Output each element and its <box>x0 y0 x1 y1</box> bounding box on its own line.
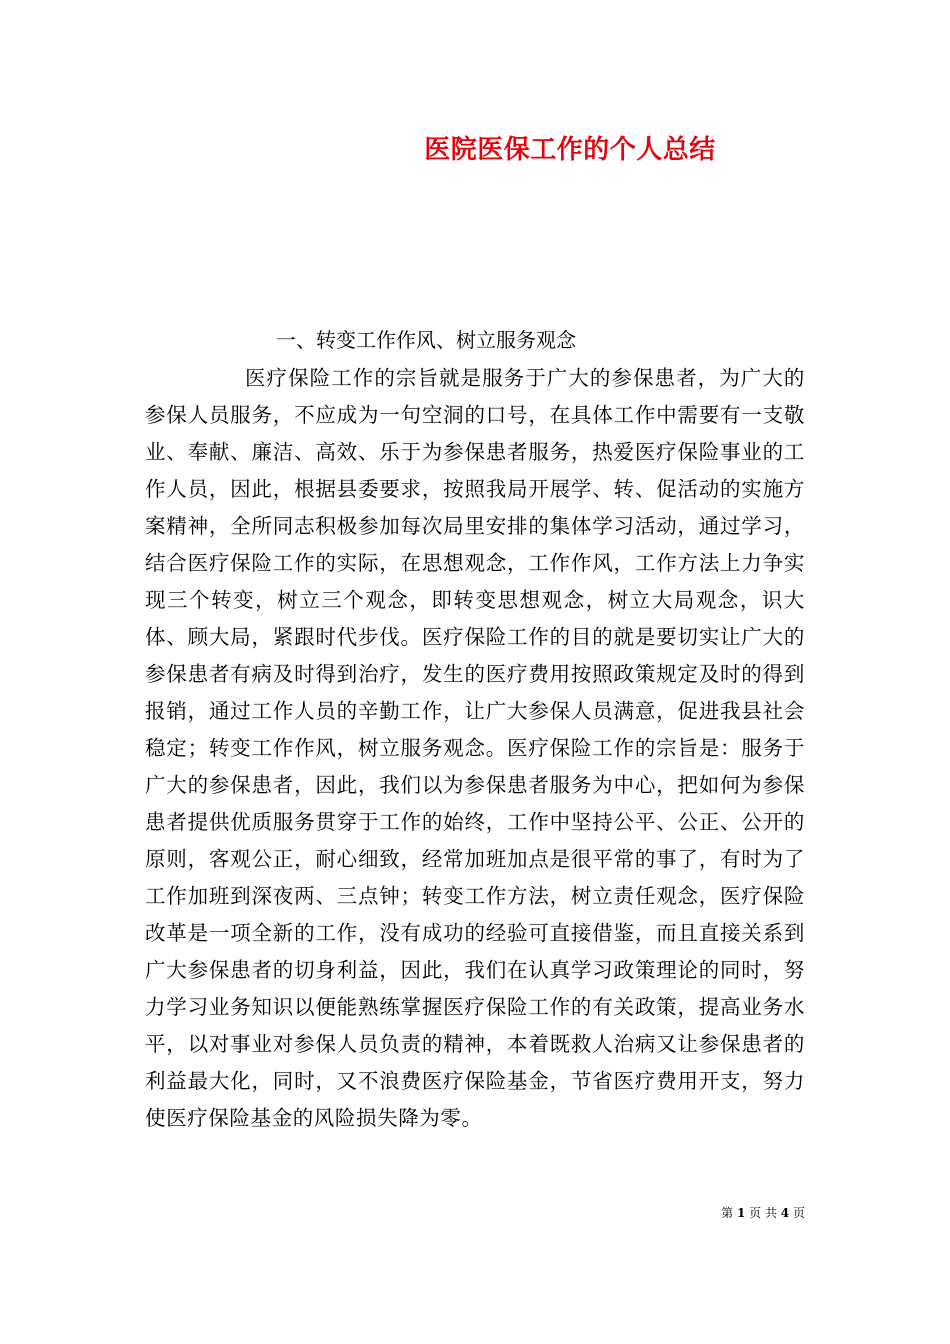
footer-prefix: 第 <box>721 1206 734 1220</box>
section-heading: 一、转变工作作风、树立服务观念 <box>276 328 576 352</box>
page-footer <box>721 1204 805 1221</box>
footer-page-total: 4 <box>780 1206 790 1220</box>
footer-middle: 页 共 <box>749 1206 777 1220</box>
footer-page-number: 1 <box>736 1206 746 1220</box>
document-title: 医院医保工作的个人总结 <box>424 135 716 165</box>
footer-suffix: 页 <box>792 1206 805 1220</box>
body-paragraph: 医疗保险工作的宗旨就是服务于广大的参保患者，为广大的参保人员服务，不应成为一句空洞的口号，在具体工作中需要有一支敬业、奉献、廉洁、高效、乐于为参保患者服务，热爱医疗保险事业的工作人员，因此，根据县委要求，按照我局开展学、转、促活动的实施方案精神，全所同志积极参加每次局里安排的集体学习活动，通过学习，结合医疗保险工作的实际，在思想观念，工作作风，工作方法上力争实现三个转变，树立三个观念，即转变思想观念，树立大局观念，识大体、顾大局，紧跟时代步伐。医疗保险工作的目的就是要切实让广大的参保患者有病及时得到治疗，发生的医疗费用按照政策规定及时的得到报销，通过工作人员的辛勤工作，让广大参保人员满意，促进我县社会稳定；转变工作作风，树立服务观念。医疗保险工作的宗旨是：服务于广大的参保患者，因此，我们以为参保患者服务为中心，把如何为参保患者提供优质服务贯穿于工作的始终，工作中坚持公平、公正、公开的原则，客观公正，耐心细致，经常加班加点是很平常的事了，有时为了工作加班到深夜两、三点钟；转变工作方法，树立责任观念，医疗保险改革是一项全新的工作，没有成功的经验可直接借鉴，而且直接关系到广大参保患者的切身利益，因此，我们在认真学习政策理论的同时，努力学习业务知识以便能熟练掌握医疗保险工作的有关政策，提高业务水平，以对事业对参保人员负责的精神，本着既救人治病又让参保患者的利益最大化，同时，又不浪费医疗保险基金，节省医疗费用开支，努力使医疗保险基金的风险损失降为零。 <box>145 366 805 1130</box>
